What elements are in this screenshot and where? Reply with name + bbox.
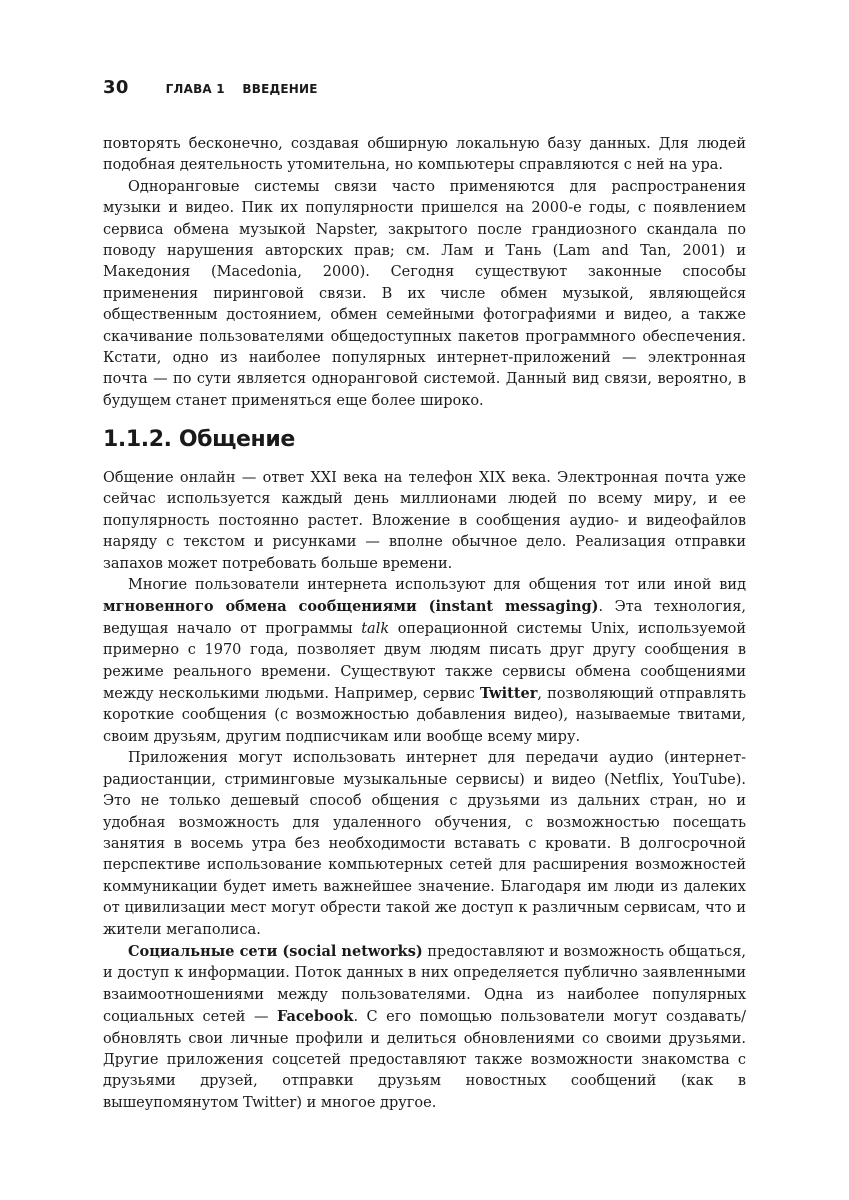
text-run: . Эта технология, ведущая начало от программы	[103, 599, 746, 637]
text-run: , позволяющий отправлять короткие сообщения (с возможностью добавления видео), называемые твитами, своим друзьям, другим подписчикам или вообще всему миру.	[103, 686, 746, 745]
paragraph-social-networks	[103, 941, 746, 1114]
paragraph-p2p-systems: Одноранговые системы связи часто применяются для распространения музыки и видео. Пик их популярности пришелся на 2000-е годы, с появлением сервиса обмена музыкой Napster, закрытого после грандиозного скандала по поводу нарушения авторских прав; см. Лам и Тань (Lam and Tan, 2001) и Македония (Macedonia, 2000). Сегодня существуют законные способы применения пиринговой связи. В их числе обмен музыкой, являющейся общественным достоянием, обмен семейными фотографиями и видео, а также скачивание пользователями общедоступных пакетов программного обеспечения. Кстати, одно из наиболее популярных интернет-приложений — электронная почта — по сути является одноранговой системой. Данный вид связи, вероятно, в будущем станет применяться еще более широко.	[103, 178, 746, 409]
term-twitter: Twitter	[479, 685, 538, 703]
paragraph-continued: повторять бесконечно, создавая обширную локальную базу данных. Для людей подобная деятельность утомительна, но компьютеры справляются с ней на ура.	[103, 136, 746, 174]
text-run: . С его помощью пользователи могут создавать/обновлять свои личные профили и делиться обновлениями со своими друзьями. Другие приложения соцсетей предоставляют также возможности знакомства с друзьями друзей, отправки друзьям новостных сообщений (как в вышеупомянутом Twitter) и многое другое.	[103, 1009, 746, 1111]
term-facebook: Facebook	[276, 1008, 354, 1026]
section-body	[103, 468, 746, 1114]
paragraph-instant-messaging	[103, 575, 746, 748]
paragraph-audio-video: Приложения могут использовать интернет для передачи аудио (интернет-радиостанции, стриминговые музыкальные сервисы) и видео (Netflix, YouTube). Это не только дешевый способ общения с друзьями из дальних стран, но и удобная возможность для удаленного обучения, с возможностью посещать занятия в восемь утра без необходимости вставать с кровати. В долгосрочной перспективе использование компьютерных сетей для расширения возможностей коммуникации будет иметь важнейшее значение. Благодаря им люди из далеких от цивилизации мест могут обрести такой же доступ к различным сервисам, что и жители мегаполиса.	[103, 750, 746, 938]
term-social-networks: Социальные сети (social networks)	[128, 942, 423, 960]
running-head	[103, 77, 318, 100]
program-name-talk: talk	[361, 620, 390, 637]
text-run: Многие пользователи интернета используют для общения тот или иной вид	[128, 577, 746, 594]
page-number: 30	[103, 77, 129, 98]
intro-text	[103, 134, 746, 412]
text-run: операционной системы Unix, используемой примерно с 1970 года, позволяет двум людям писать друг другу сообщения в режиме реального времени. Существуют также сервисы обмена сообщениями между несколькими людьми. Например, сервис	[103, 620, 746, 703]
section-heading: 1.1.2. Общение	[103, 427, 295, 452]
text-run: предоставляют и возможность общаться, и доступ к информации. Поток данных в них определяется публично заявленными взаимоотношениями между пользователями. Одна из наиболее популярных социальных сетей —	[103, 943, 746, 1026]
chapter-label: ГЛАВА 1	[165, 82, 225, 96]
term-instant-messaging: мгновенного обмена сообщениями (instant messaging)	[103, 598, 599, 616]
paragraph-online-communication: Общение онлайн — ответ XXI века на телефон XIX века. Электронная почта уже сейчас используется каждый день миллионами людей по всему миру, и ее популярность постоянно растет. Вложение в сообщения аудио- и видеофайлов наряду с текстом и рисунками — вполне обычное дело. Реализация отправки запахов может потребовать больше времени.	[103, 470, 746, 572]
chapter-title: ВВЕДЕНИЕ	[242, 82, 318, 96]
